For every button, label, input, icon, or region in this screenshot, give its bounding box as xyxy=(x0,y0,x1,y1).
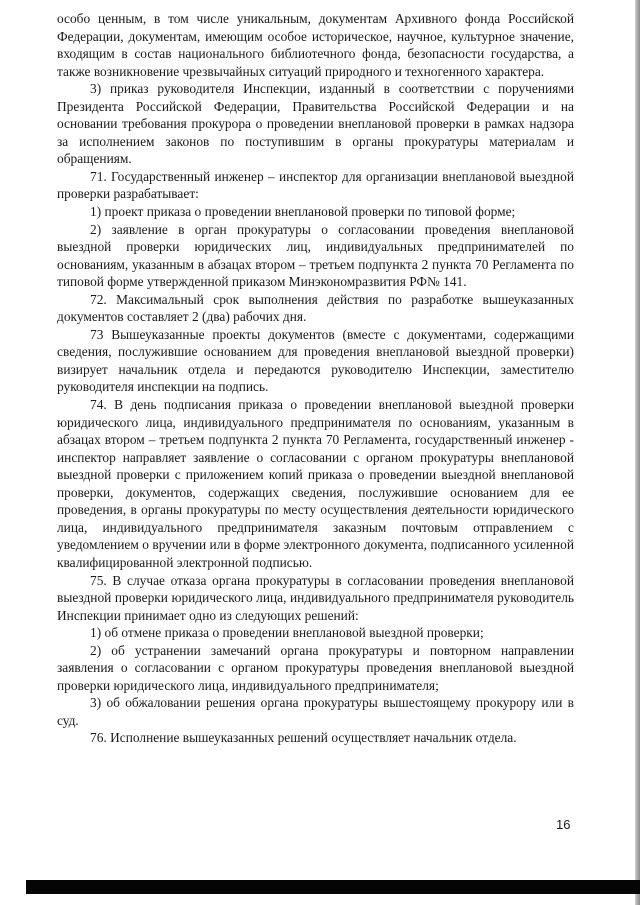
paragraph-75-item-1: 1) об отмене приказа о проведении внеплановой выездной проверки; xyxy=(90,625,484,641)
paragraph-71-item-1: 1) проект приказа о проведении внеплановой проверки по типовой форме; xyxy=(90,204,516,220)
paragraph-continuation: особо ценным, в том числе уникальным, документам Архивного фонда Российской Федерации, документам, имеющим особое историческое, научное, культурное значение, входящим в состав национального библиотечного фонда, безопасности государства, а также возникновение чрезвычайных ситуаций природного и техногенного характера. xyxy=(57,11,574,79)
scan-edge xyxy=(635,0,640,905)
scan-shadow-bar xyxy=(26,880,640,894)
paragraph-72: 72. Максимальный срок выполнения действия по разработке вышеуказанных документов составляет 2 (два) рабочих дня. xyxy=(57,291,574,325)
paragraph-75-item-2: 2) об устранении замечаний органа прокуратуры и повторном направлении заявления о согласовании с органом прокуратуры проведения внеплановой выездной проверки юридического лица, индивидуального предпринимателя; xyxy=(57,642,574,693)
paragraph-71: 71. Государственный инженер – инспектор для организации внеплановой выездной проверки разрабатывает: xyxy=(57,168,574,202)
paragraph-76: 76. Исполнение вышеуказанных решений осуществляет начальник отдела. xyxy=(90,730,517,746)
page-number: 16 xyxy=(556,817,571,832)
paragraph-73: 73 Вышеуказанные проекты документов (вместе с документами, содержащими сведения, послужившие основанием для проведения внеплановой выездной проверки) визирует начальник отдела и передаются руководителю Инспекции, заместителю руководителя инспекции на подпись. xyxy=(57,326,574,395)
paragraph-75: 75. В случае отказа органа прокуратуры в согласовании проведения внеплановой выездной проверки юридического лица, индивидуального предпринимателя руководитель Инспекции принимает одно из следующих решений: xyxy=(57,572,574,623)
paragraph-71-item-2: 2) заявление в орган прокуратуры о согласовании проведения внеплановой выездной проверки юридических лиц, индивидуальных предпринимателей по основаниям, указанным в абзацах втором – третьем подпункта 2 пункта 70 Регламента по типовой форме утвержденной приказом Минэкономразвития РФ№ 141. xyxy=(57,221,574,290)
body-text xyxy=(57,10,574,747)
paragraph-75-item-3: 3) об обжаловании решения органа прокуратуры вышестоящему прокурору или в суд. xyxy=(57,695,574,728)
paragraph-74: 74. В день подписания приказа о проведении внеплановой выездной проверки юридического лица, индивидуального предпринимателя по основаниям, указанным в абзацах втором – третьем подпункта 2 пункта 70 Регламента, государственный инженер - инспектор направляет заявление о согласовании с органом прокуратуры внеплановой выездной проверки с приложением копий приказа о проведении выездной внеплановой проверки, документов, содержащих сведения, послужившие основанием для ее проведения, в органы прокуратуры по месту осуществления деятельности юридического лица, индивидуального предпринимателя заказным почтовым отправлением с уведомлением о вручении или в форме электронного документа, подписанного усиленной квалифицированной электронной подписью. xyxy=(57,397,574,570)
paragraph-item-3: 3) приказ руководителя Инспекции, изданный в соответствии с поручениями Президента Российской Федерации, Правительства Российской Федерации и на основании требования прокурора о проведении внеплановой проверки в рамках надзора за исполнением законов по поступившим в органы прокуратуры материалам и обращениям. xyxy=(57,81,574,167)
